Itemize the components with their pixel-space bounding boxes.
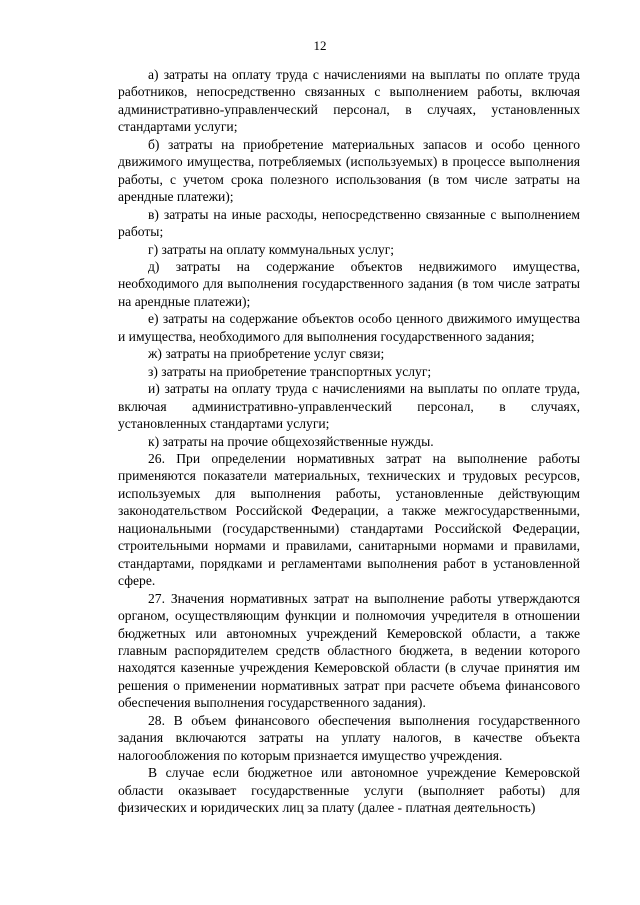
paragraph-item-z: з) затраты на приобретение транспортных услуг; — [148, 363, 432, 379]
paragraph-item-g: г) затраты на оплату коммунальных услуг; — [148, 241, 395, 257]
paragraph-item-e: е) затраты на содержание объектов особо ценного движимого имущества и имущества, необходимого для выполнения государственного задания; — [118, 311, 580, 344]
paragraph-item-zh: ж) затраты на приобретение услуг связи; — [148, 346, 385, 362]
document-body — [118, 66, 580, 816]
paragraph-item-k: к) затраты на прочие общехозяйственные нужды. — [148, 433, 434, 449]
paragraph-clause-28: 28. В объем финансового обеспечения выполнения государственного задания включаются затраты на уплату налогов, в качестве объекта налогообложения по которым признается имущество учреждения. — [118, 712, 580, 763]
paragraph-clause-27: 27. Значения нормативных затрат на выполнение работы утверждаются органом, осуществляющим функции и полномочия учредителя в отношении бюджетных или автономных учреждений Кемеровской области, а также главным распорядителем средств областного бюджета, в ведении которого находятся казенные учреждения Кемеровской области (в случае принятия им решения о применении нормативных затрат при расчете объема финансового обеспечения выполнения государственного задания). — [118, 590, 580, 711]
paragraph-item-v: в) затраты на иные расходы, непосредственно связанные с выполнением работы; — [118, 206, 580, 240]
page-number: 12 — [313, 38, 327, 53]
paragraph-item-a: а) затраты на оплату труда с начислениями на выплаты по оплате труда работников, непосредственно связанных с выполнением работы, включая административно-управленческий персонал, в случаях, установленных стандартами услуги; — [118, 67, 580, 135]
paragraph-clause-26: 26. При определении нормативных затрат на выполнение работы применяются показатели материальных, технических и трудовых ресурсов, используемых для выполнения работы, установленные действующим законодательством Российской Федерации, а также межгосударственными, национальными (государственными) стандартами Российской Федерации, строительными нормами и правилами, санитарными нормами и правилами, стандартами, порядками и регламентами выполнения работ в установленной сфере. — [118, 450, 580, 589]
paragraph-item-b: б) затраты на приобретение материальных запасов и особо ценного движимого имущества, потребляемых (используемых) в процессе выполнения работы, с учетом срока полезного использования (в том числе затраты на арендные платежи); — [118, 136, 580, 205]
paragraph-paid-activity: В случае если бюджетное или автономное учреждение Кемеровской области оказывает государственные услуги (выполняет работы) для физических и юридических лиц за плату (далее - платная деятельность) — [118, 765, 580, 816]
paragraph-item-d: д) затраты на содержание объектов недвижимого имущества, необходимого для выполнения государственного задания (в том числе затраты на арендные платежи); — [118, 258, 580, 309]
paragraph-item-i: и) затраты на оплату труда с начислениями на выплаты по оплате труда, включая административно-управленческий персонал, в случаях, установленных стандартами услуги; — [118, 381, 580, 432]
